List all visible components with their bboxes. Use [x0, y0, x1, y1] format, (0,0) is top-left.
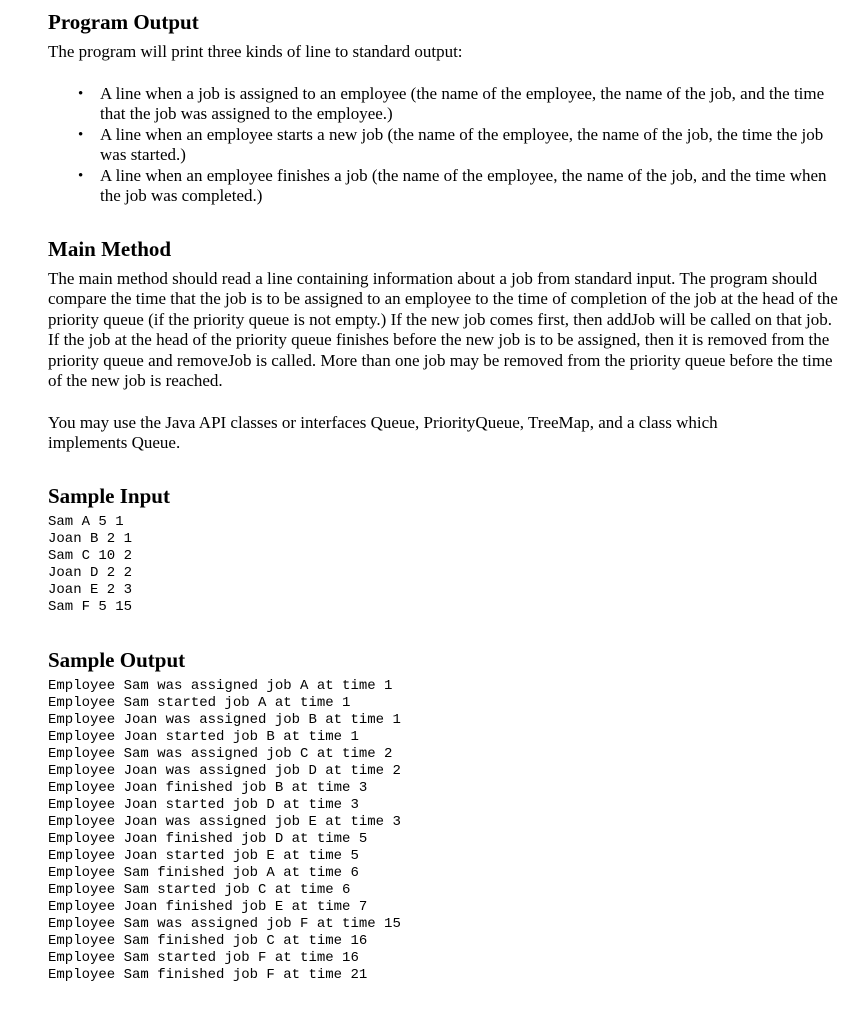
bullet-icon: • [78, 126, 84, 143]
code-line: Employee Sam was assigned job F at time 15 [48, 915, 401, 932]
program-output-intro: The program will print three kinds of line to standard output: [48, 42, 463, 61]
code-line: Joan E 2 3 [48, 581, 133, 598]
document-page [48, 0, 848, 984]
code-line: Employee Sam was assigned job C at time 2 [48, 745, 393, 762]
code-line: Sam F 5 15 [48, 598, 133, 615]
list-item [48, 125, 838, 166]
code-line: Employee Joan finished job E at time 7 [48, 898, 368, 915]
code-line: Joan D 2 2 [48, 564, 133, 581]
code-line: Employee Joan finished job D at time 5 [48, 830, 368, 847]
list-item-text: A line when an employee finishes a job (the name of the employee, the name of the job, and the time when the job was completed.) [100, 165, 827, 205]
main-method-paragraph: The main method should read a line containing information about a job from standard input. The program should compare the time that the job is to be assigned to an employee to the time of completion of the job at the head of the priority queue (if the priority queue is not empty.) If the new job comes first, then addJob will be called on that job. If the job at the head of the priority queue finishes before the new job is to be assigned, then it is removed from the priority queue and removeJob is called. More than one job may be removed from the priority queue before the time of the new job is reached. [48, 268, 838, 390]
code-line: Joan B 2 1 [48, 530, 133, 547]
code-line: Sam A 5 1 [48, 513, 124, 530]
code-line: Employee Joan was assigned job E at time 3 [48, 813, 401, 830]
code-line: Employee Sam finished job F at time 21 [48, 966, 368, 983]
bullet-icon: • [78, 167, 84, 184]
code-line: Employee Sam finished job C at time 16 [48, 932, 368, 949]
code-line: Employee Sam started job A at time 1 [48, 694, 351, 711]
code-line: Employee Joan finished job B at time 3 [48, 779, 368, 796]
code-line: Employee Joan was assigned job D at time 2 [48, 762, 401, 779]
list-item [48, 84, 838, 125]
code-line: Sam C 10 2 [48, 547, 133, 564]
code-line: Employee Joan was assigned job B at time 1 [48, 711, 401, 728]
code-line: Employee Joan started job E at time 5 [48, 847, 359, 864]
code-line: Employee Sam finished job A at time 6 [48, 864, 359, 881]
main-method-heading: Main Method [48, 236, 172, 261]
code-line: Employee Joan started job D at time 3 [48, 796, 359, 813]
output-kinds-list [48, 84, 838, 207]
java-api-paragraph: You may use the Java API classes or interfaces Queue, PriorityQueue, TreeMap, and a class which implements Queue. [48, 412, 718, 452]
program-output-heading: Program Output [48, 10, 199, 34]
sample-output-code [48, 678, 848, 984]
sample-input-heading: Sample Input [48, 483, 170, 508]
code-line: Employee Sam started job C at time 6 [48, 881, 351, 898]
sample-output-heading: Sample Output [48, 647, 186, 672]
list-item [48, 166, 838, 207]
bullet-icon: • [78, 85, 84, 102]
code-line: Employee Sam was assigned job A at time 1 [48, 677, 393, 694]
list-item-text: A line when a job is assigned to an employee (the name of the employee, the name of the job, and the time that the job was assigned to the employee.) [100, 83, 825, 123]
list-item-text: A line when an employee starts a new job (the name of the employee, the name of the job, the time the job was started.) [100, 124, 824, 164]
code-line: Employee Sam started job F at time 16 [48, 949, 359, 966]
code-line: Employee Joan started job B at time 1 [48, 728, 359, 745]
sample-input-code [48, 514, 848, 616]
